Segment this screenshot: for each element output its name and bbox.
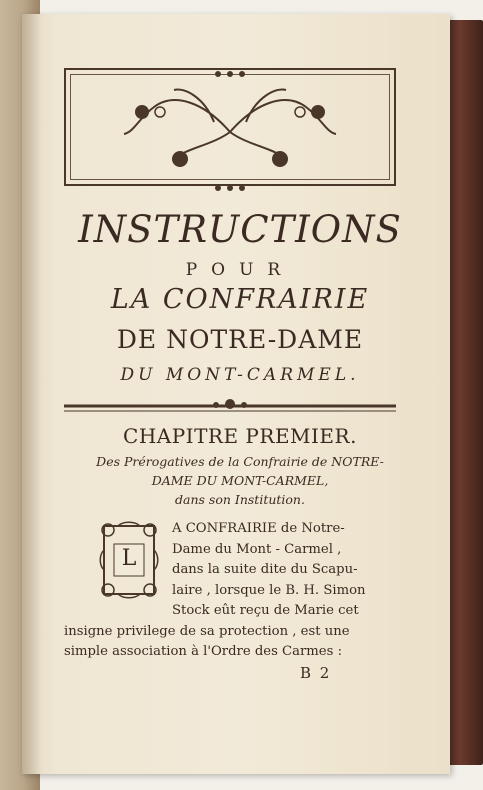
chapter-heading: CHAPITRE PREMIER. [123, 424, 357, 448]
chapter-subtitle [60, 452, 420, 509]
subtitle-notre-dame: DE NOTRE-DAME [116, 325, 364, 354]
body-line: insigne privilege de sa protection , est une [64, 623, 350, 639]
subtitle-pour: POUR [185, 260, 295, 280]
floral-ornament-icon [64, 62, 396, 192]
initial-letter: L [121, 546, 137, 571]
subtitle-mont-carmel: DU MONT-CARMEL. [120, 365, 360, 385]
book-cover-right [445, 20, 483, 765]
body-line: A CONFRAIRIE de Notre- [172, 521, 345, 536]
chapter-subtitle-line: DAME DU MONT-CARMEL, [151, 473, 329, 488]
body-line: dans la suite dite du Scapu- [172, 562, 358, 577]
decorative-rule-icon [64, 398, 396, 414]
body-line: Dame du Mont - Carmel , [172, 541, 342, 557]
chapter-subtitle-line: dans son Institution. [175, 492, 305, 507]
page-gutter-shadow [22, 14, 42, 774]
body-line: simple association à l'Ordre des Carmes : [64, 644, 343, 659]
body-line: laire , lorsque le B. H. Simon [172, 582, 366, 598]
signature-mark: B 2 [300, 664, 332, 682]
chapter-subtitle-line: Des Prérogatives de la Confrairie de NOTRE- [96, 454, 384, 469]
body-line: Stock eût reçu de Marie cet [172, 603, 359, 618]
subtitle-confrairie: LA CONFRAIRIE [110, 284, 370, 315]
page-title: INSTRUCTIONS [78, 208, 402, 251]
body-paragraph [64, 519, 404, 663]
